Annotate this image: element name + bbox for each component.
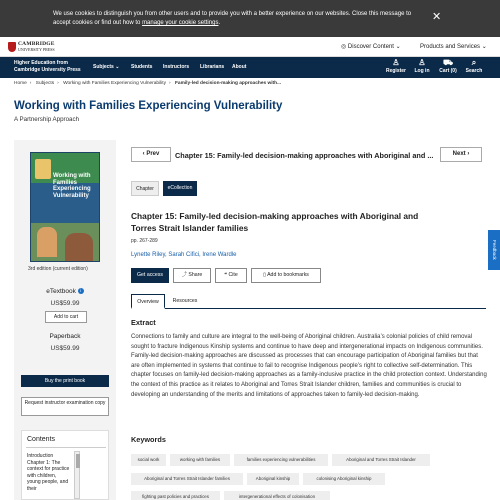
keyword-tag[interactable]: Aboriginal and Torres Strait Islander xyxy=(332,454,430,466)
extract-heading: Extract xyxy=(131,318,156,327)
etextbook-format: eTextbook i xyxy=(14,288,116,295)
cookie-text: We use cookies to distinguish you from other users and to provide you with a better experience on our websites. Close this message to accept cookies or find out how to xyxy=(53,11,412,26)
chevron-down-icon: ⌄ xyxy=(395,44,401,50)
contents-title: Contents xyxy=(27,436,56,443)
keyword-tag[interactable]: families experiencing vulnerabilities xyxy=(234,454,328,466)
book-cover-image[interactable] xyxy=(30,152,100,262)
compass-icon: ◎ xyxy=(341,44,347,50)
nav-subjects[interactable]: Subjects ⌄ xyxy=(93,64,120,70)
keyword-tag[interactable]: colonising Aboriginal kinship xyxy=(303,473,385,485)
contents-list xyxy=(27,453,71,492)
breadcrumb: Home › Subjects › Working with Families Experiencing Vulnerability › Family-led decision-making approaches with... xyxy=(14,81,282,86)
discover-content-label: Discover Content xyxy=(347,44,394,50)
chapter-authors[interactable]: Lynette Riley, Sarah Cifici, Irene Wardle xyxy=(131,252,237,258)
bookmark-icon: ▯ xyxy=(263,272,266,278)
tab-bar xyxy=(131,294,486,309)
cookie-banner xyxy=(0,0,500,37)
ecollection-chip: eCollection xyxy=(163,181,197,196)
cart-button[interactable]: ⛟ Cart (0) xyxy=(434,58,462,74)
page-title[interactable]: Working with Families Experiencing Vulnerability xyxy=(14,100,283,112)
logo-line-1: CAMBRIDGE xyxy=(18,41,55,47)
chevron-right-icon: › xyxy=(467,151,470,157)
pager-chapter-title: Chapter 15: Family-led decision-making approaches with Aboriginal and ... xyxy=(175,151,434,160)
keyword-tag[interactable]: intergenerational effects of colonisation xyxy=(224,491,330,500)
brand-line-1: Higher Education from xyxy=(14,60,68,66)
higher-education-brand[interactable] xyxy=(14,60,81,74)
page-subtitle: A Partnership Approach xyxy=(14,116,80,123)
breadcrumb-book[interactable]: Working with Families Experiencing Vulnerability xyxy=(63,81,167,86)
keyword-tag[interactable]: working with families xyxy=(170,454,230,466)
cambridge-logo-text[interactable] xyxy=(18,42,55,52)
chevron-left-icon: ‹ xyxy=(142,151,145,157)
get-access-button[interactable]: Get access xyxy=(131,268,169,283)
buy-print-book-button[interactable]: Buy the print book xyxy=(21,375,109,387)
keyword-tag[interactable]: social work xyxy=(131,454,166,466)
paperback-price: US$59.99 xyxy=(50,345,80,352)
contents-item[interactable]: Chapter 1: The context for practice with children, young people, and their xyxy=(27,459,70,492)
breadcrumb-current: Family-led decision-making approaches with... xyxy=(174,81,282,86)
cite-button[interactable]: ❝ Cite xyxy=(215,268,247,283)
logo-line-2: UNIVERSITY PRESS xyxy=(18,47,55,52)
person-plus-icon: ♙ xyxy=(392,58,400,67)
tab-overview[interactable]: Overview xyxy=(131,294,165,309)
products-services-menu[interactable] xyxy=(420,43,487,50)
discover-content-menu[interactable] xyxy=(341,43,401,50)
keywords-heading: Keywords xyxy=(131,435,166,444)
breadcrumb-home[interactable]: Home xyxy=(14,81,27,86)
breadcrumb-subjects[interactable]: Subjects xyxy=(35,81,55,86)
keyword-tag[interactable]: Aboriginal and Torres Strait Islander families xyxy=(131,473,243,485)
request-exam-copy-button[interactable]: Request instructor examination copy xyxy=(21,397,109,416)
products-services-label: Products and Services xyxy=(420,44,481,50)
search-icon: ⌕ xyxy=(471,58,477,67)
chevron-down-icon: ⌄ xyxy=(481,44,487,50)
prev-button[interactable]: ‹ Prev xyxy=(131,147,171,162)
sidebar xyxy=(14,140,116,500)
contents-item[interactable]: Introduction xyxy=(27,453,54,459)
cover-title: Working with Families Experiencing Vulnerability xyxy=(53,173,91,199)
nav-librarians[interactable]: Librarians xyxy=(200,64,225,70)
info-icon[interactable]: i xyxy=(78,288,84,294)
edition-label: 3rd edition (current edition) xyxy=(28,266,88,272)
tab-resources[interactable]: Resources xyxy=(172,298,198,304)
contents-panel xyxy=(21,430,109,500)
cookie-settings-link[interactable]: manage your cookie settings xyxy=(142,20,219,26)
keyword-tag[interactable]: Aboriginal kinship xyxy=(247,473,299,485)
extract-text: Connections to family and culture are integral to the well-being of Aboriginal children. Australia’s colonial policies of child removal sought to fracture Indigenous Kinship systems and continue to have deep and intergenerational impacts on Indigenous communities. Family-led decision-making approaches are discussed as processes that can encourage participation of Aboriginal families but that are often implemented in systems that continue to fail to recognise Indigenous people’s right to collective self-determination. This chapter focuses on family-led decision-making approaches as a family-inclusive practice in the child protection context. Understanding the context of this practice as it relates to Aboriginal and Torres Strait Islander children, families and communities is crucial to developing an understanding of the merits and limitations of approaches taken to family-led decision-making. xyxy=(131,334,487,398)
login-button[interactable]: ♙ Log in xyxy=(408,58,436,74)
next-button[interactable]: Next › xyxy=(440,147,482,162)
chapter-title: Chapter 15: Family-led decision-making approaches with Aboriginal and Torres Strait Islander families xyxy=(131,211,419,233)
paperback-format: Paperback xyxy=(49,333,81,340)
feedback-tab[interactable]: Feedback xyxy=(488,230,500,270)
close-icon[interactable]: ✕ xyxy=(432,11,442,23)
etextbook-price: US$59.99 xyxy=(50,300,80,307)
top-bar xyxy=(0,37,500,57)
page-range: pp. 267-289 xyxy=(131,238,158,244)
cart-icon: ⛟ xyxy=(442,58,454,67)
nav-students[interactable]: Students xyxy=(131,64,153,70)
keyword-tag[interactable]: fighting past policies and practices xyxy=(131,491,220,500)
cambridge-shield-logo[interactable] xyxy=(8,42,16,52)
register-button[interactable]: ♙ Register xyxy=(382,58,410,74)
quote-icon: ❝ xyxy=(224,272,228,278)
add-to-cart-button[interactable]: Add to cart xyxy=(45,311,87,323)
brand-line-2: Cambridge University Press xyxy=(14,67,81,73)
cookie-message: We use cookies to distinguish you from other users and to provide you with a better experience on our websites. Close this message to accept cookies or find out how to manage your cookie settings. xyxy=(53,11,412,26)
share-button[interactable]: ⤴ Share xyxy=(173,268,211,283)
scroll-thumb[interactable] xyxy=(76,454,80,468)
nav-about[interactable]: About xyxy=(232,64,247,70)
chevron-down-icon: ⌄ xyxy=(115,64,120,70)
main-navbar xyxy=(0,57,500,78)
nav-instructors[interactable]: Instructors xyxy=(163,64,190,70)
contents-scrollbar[interactable] xyxy=(74,451,80,499)
search-button[interactable]: ⌕ Search xyxy=(460,58,488,74)
add-to-bookmarks-button[interactable]: ▯ Add to bookmarks xyxy=(251,268,321,283)
person-icon: ♙ xyxy=(418,58,426,67)
share-icon: ⤴ xyxy=(181,272,187,278)
chapter-chip: Chapter xyxy=(131,181,159,196)
